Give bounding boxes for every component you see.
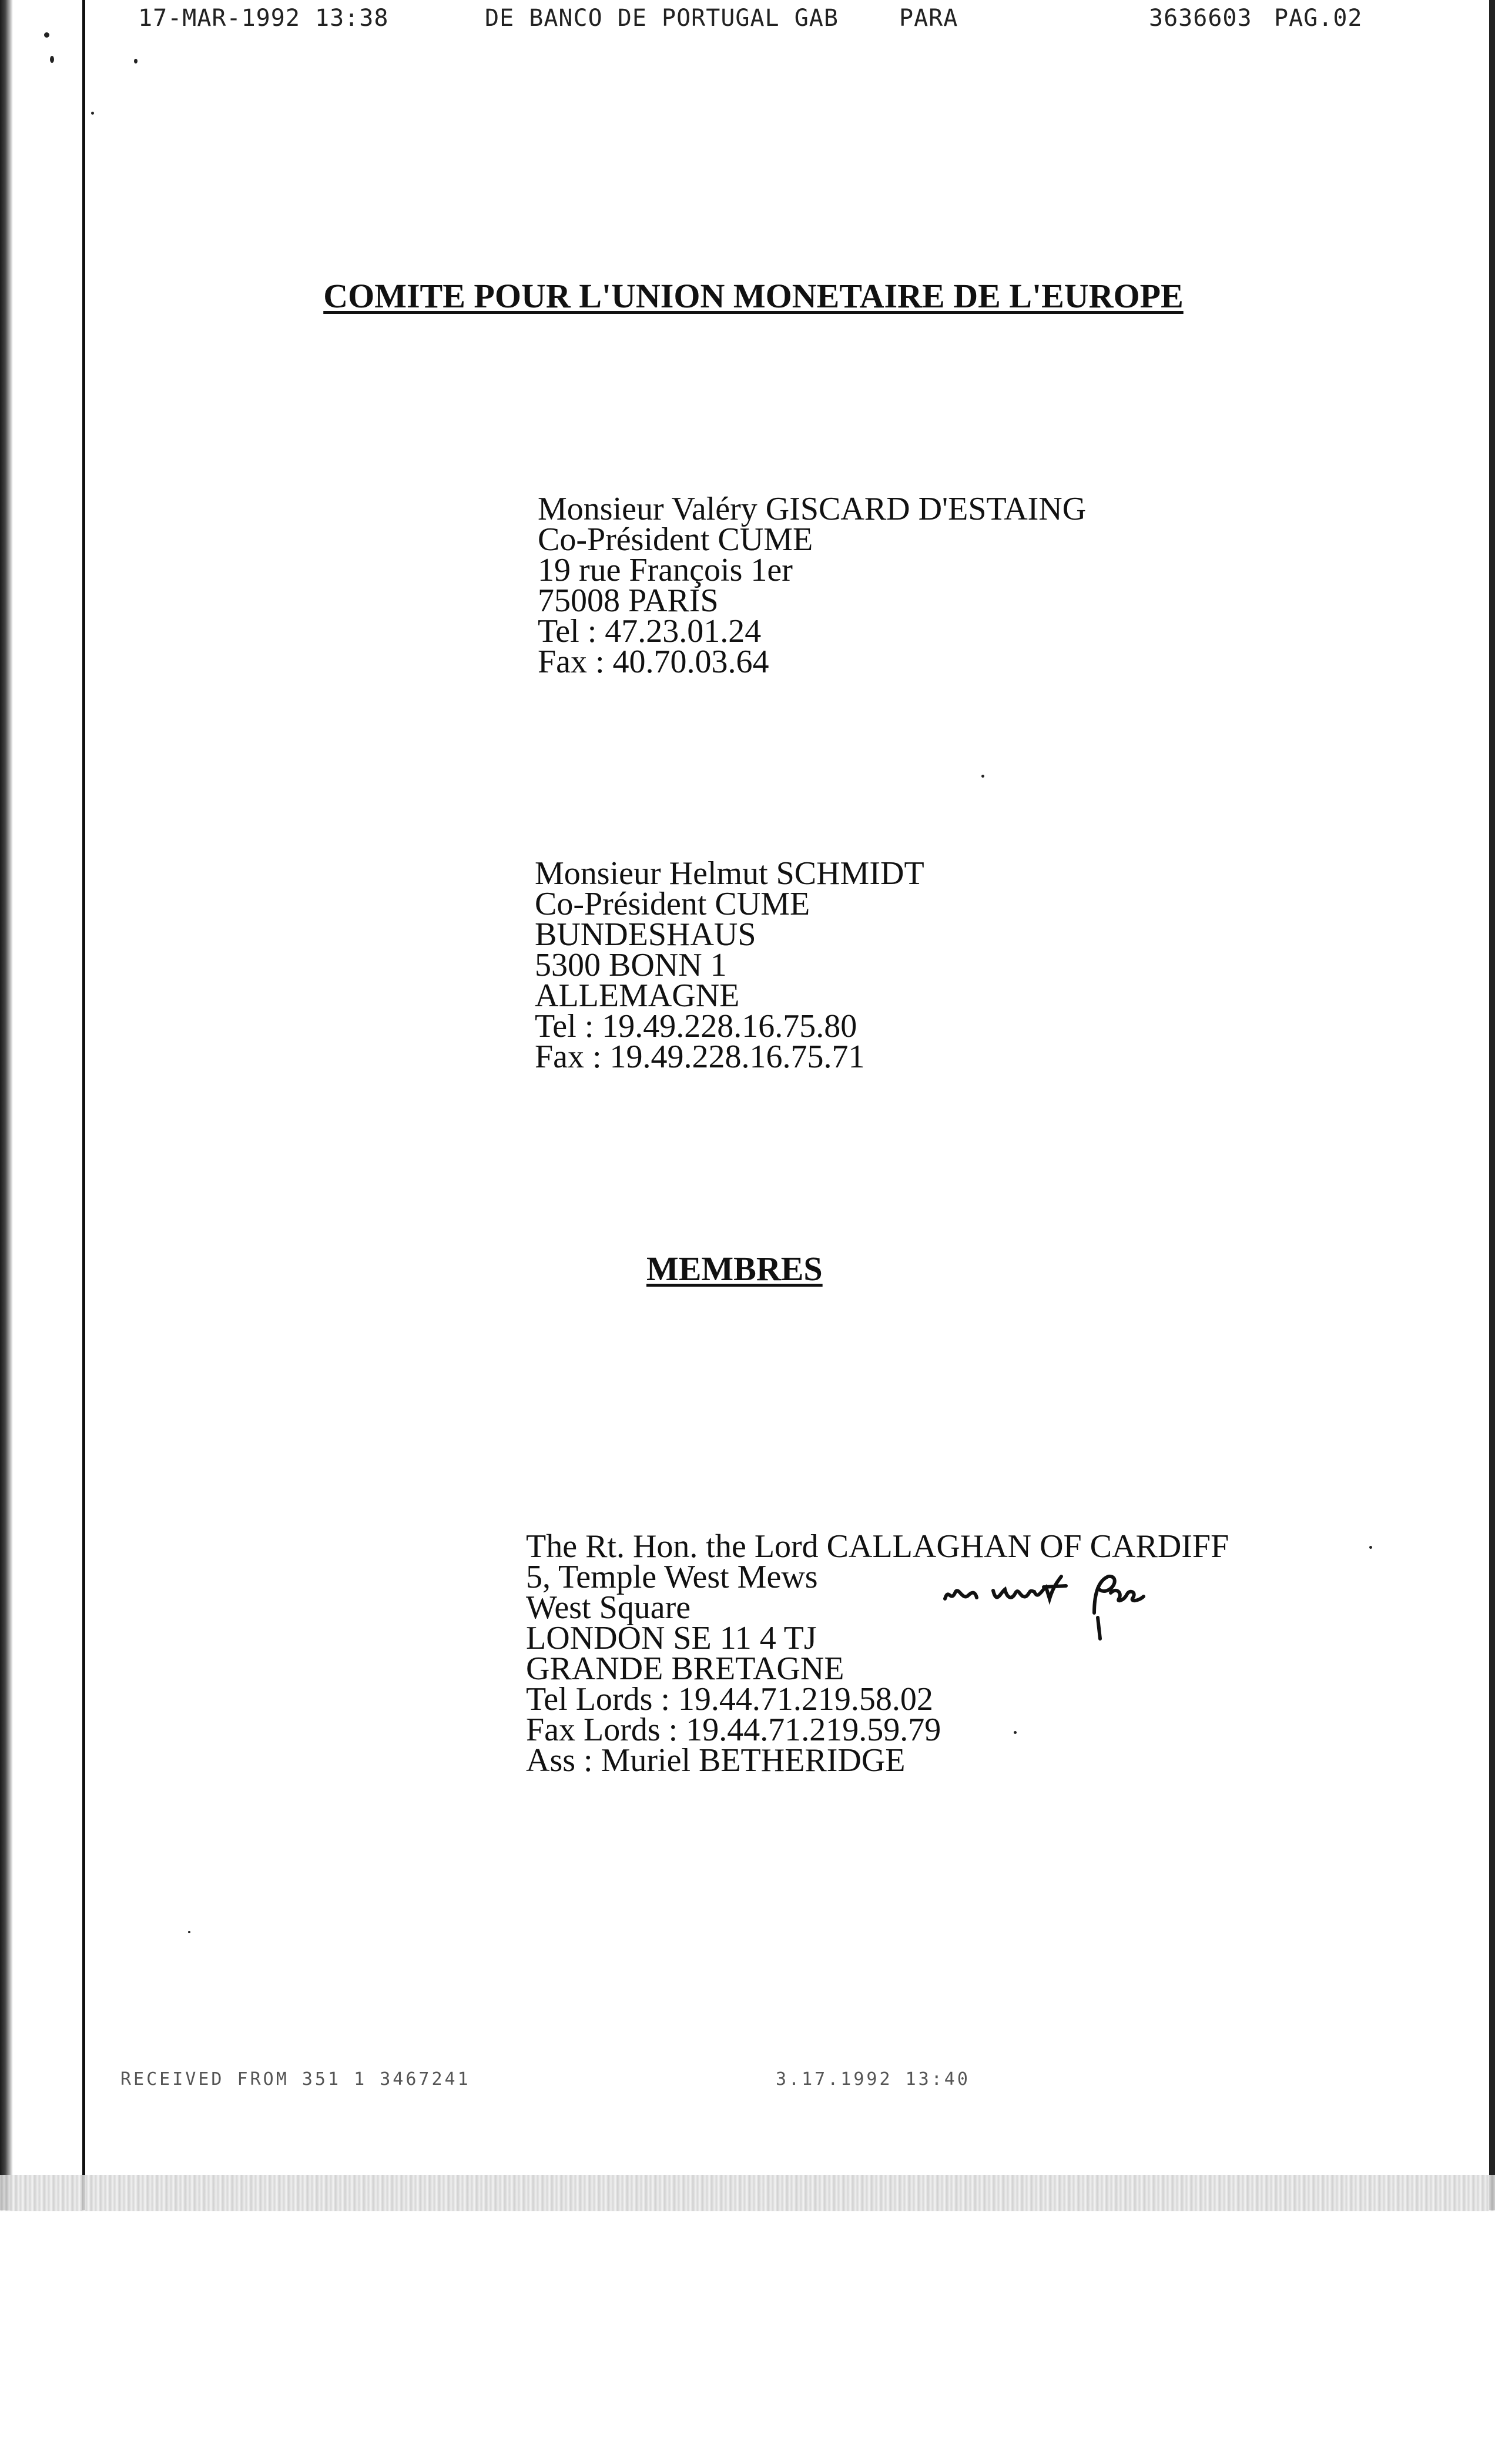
address-line: Monsieur Helmut SCHMIDT [535, 855, 924, 892]
address-line: Fax : 19.49.228.16.75.71 [535, 1039, 865, 1075]
fax-footer-received: RECEIVED FROM 351 1 3467241 [120, 2069, 471, 2090]
address-line: West Square [526, 1589, 691, 1626]
address-line: Tel : 19.49.228.16.75.80 [535, 1008, 857, 1044]
address-line: 5, Temple West Mews [526, 1559, 818, 1595]
scan-speck [44, 32, 49, 38]
address-line: Ass : Muriel BETHERIDGE [526, 1742, 906, 1779]
member-1-address [526, 1528, 1229, 1779]
scan-margin-rule [82, 0, 85, 2210]
copresident-2-address [535, 855, 924, 1075]
document-title: COMITE POUR L'UNION MONETAIRE DE L'EUROPE [323, 277, 1184, 315]
fax-header-page: PAG.02 [1274, 5, 1363, 32]
address-line: Tel Lords : 19.44.71.219.58.02 [526, 1681, 933, 1718]
address-line: BUNDESHAUS [535, 916, 756, 953]
fax-header-sender: DE BANCO DE PORTUGAL GAB [485, 5, 839, 32]
scan-speck [50, 56, 54, 63]
address-line: LONDON SE 11 4 TJ [526, 1620, 817, 1656]
copresident-1-address [538, 491, 1087, 680]
address-line: Monsieur Valéry GISCARD D'ESTAING [538, 491, 1087, 527]
address-line: Tel : 47.23.01.24 [538, 613, 762, 650]
scan-speck [188, 1931, 190, 1933]
address-line: Co-Président CUME [538, 521, 813, 558]
address-line: ALLEMAGNE [535, 977, 740, 1014]
fax-header-datetime: 17-MAR-1992 13:38 [138, 5, 389, 32]
address-line: Fax Lords : 19.44.71.219.59.79 [526, 1712, 941, 1748]
fax-header-para: PARA [899, 5, 958, 32]
scan-noise-band [0, 2175, 1495, 2211]
address-line: The Rt. Hon. the Lord CALLAGHAN OF CARDIFF [526, 1528, 1229, 1565]
scan-speck [134, 59, 138, 63]
address-line: 19 rue François 1er [538, 552, 793, 588]
handwritten-note-signature [940, 1569, 1152, 1646]
address-line: 5300 BONN 1 [535, 947, 727, 983]
fax-header-number: 3636603 [1149, 5, 1252, 32]
scan-left-edge [0, 0, 13, 2210]
scan-speck [91, 112, 94, 115]
scan-speck [981, 775, 984, 778]
scan-right-edge [1489, 0, 1495, 2210]
address-line: Fax : 40.70.03.64 [538, 644, 769, 680]
address-line: 75008 PARIS [538, 582, 719, 619]
scan-speck [1369, 1546, 1372, 1549]
address-line: Co-Président CUME [535, 886, 810, 922]
address-line: GRANDE BRETAGNE [526, 1651, 844, 1687]
members-heading: MEMBRES [646, 1250, 823, 1288]
fax-footer-datetime: 3.17.1992 13:40 [776, 2069, 970, 2090]
